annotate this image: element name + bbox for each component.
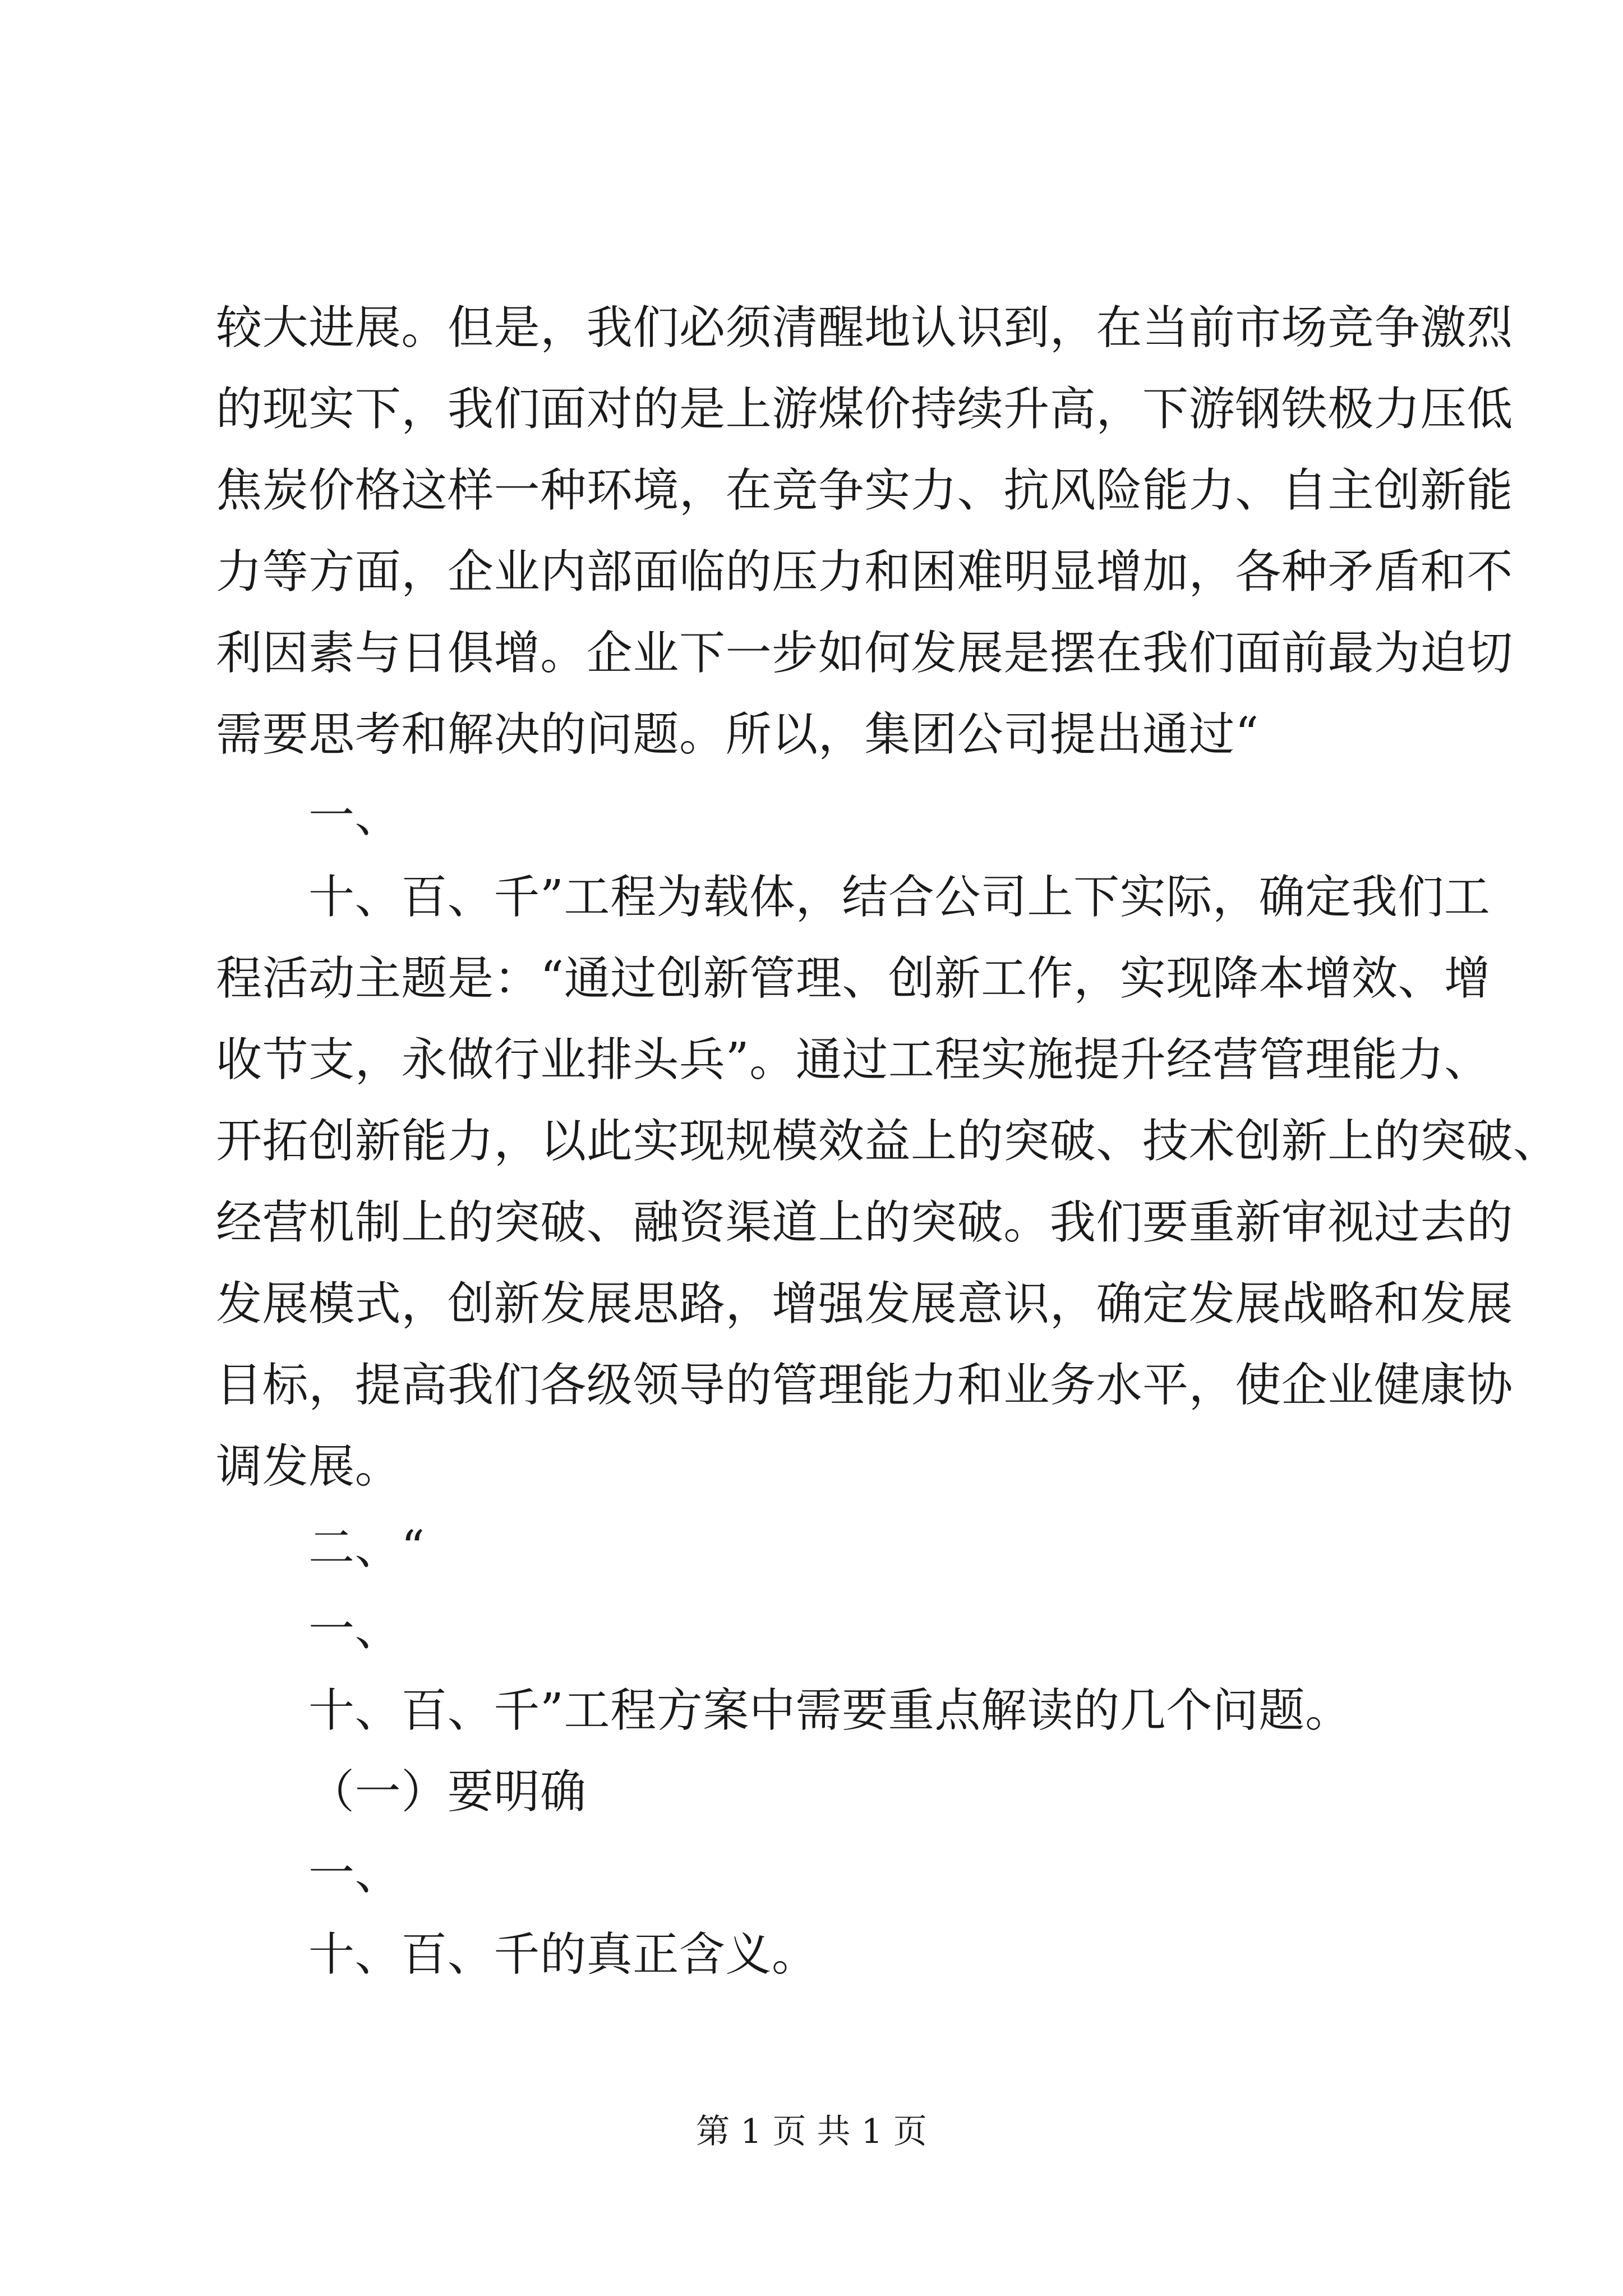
paragraph-line: 发展模式，创新发展思路，增强发展意识，确定发展战略和发展 — [216, 1277, 1513, 1331]
paragraph-line: 的现实下，我们面对的是上游煤价持续升高，下游钢铁极力压低 — [216, 383, 1513, 436]
section-heading-line: 十、百、千”工程方案中需要重点解读的几个问题。 — [308, 1684, 1352, 1737]
paragraph-line: 力等方面，企业内部面临的压力和困难明显增加，各种矛盾和不 — [216, 545, 1513, 599]
paragraph-line: 利因素与日俱增。企业下一步如何发展是摆在我们面前最为迫切 — [216, 627, 1513, 680]
section-heading-line: 二、“ — [308, 1521, 425, 1575]
paragraph-line: 需要思考和解决的问题。所以，集团公司提出通过“ — [216, 708, 1259, 761]
paragraph-line: 目标，提高我们各级领导的管理能力和业务水平，使企业健康协 — [216, 1359, 1513, 1412]
paragraph-line: 经营机制上的突破、融资渠道上的突破。我们要重新审视过去的 — [216, 1196, 1513, 1249]
section-number-line: 一、 — [308, 789, 402, 843]
paragraph-line: 十、百、千的真正含义。 — [308, 1928, 818, 1981]
paragraph-line: 收节支，永做行业排头兵”。通过工程实施提升经营管理能力、 — [216, 1033, 1491, 1087]
section-number-line: 一、 — [308, 1847, 402, 1900]
section-number-line: 一、 — [308, 1603, 402, 1656]
subsection-heading-line: （一）要明确 — [308, 1765, 587, 1819]
page-footer: 第 1 页 共 1 页 — [696, 2112, 927, 2151]
paragraph-line: 十、百、千”工程为载体，结合公司上下实际，确定我们工 — [308, 871, 1491, 924]
paragraph-line: 调发展。 — [216, 1440, 402, 1493]
paragraph-line: 较大进展。但是，我们必须清醒地认识到，在当前市场竞争激烈 — [216, 301, 1513, 355]
paragraph-line: 开拓创新能力，以此实现规模效益上的突破、技术创新上的突破、 — [216, 1115, 1560, 1168]
paragraph-line: 焦炭价格这样一种环境，在竞争实力、抗风险能力、自主创新能 — [216, 464, 1513, 517]
paragraph-line: 程活动主题是：“通过创新管理、创新工作，实现降本增效、增 — [216, 952, 1491, 1005]
